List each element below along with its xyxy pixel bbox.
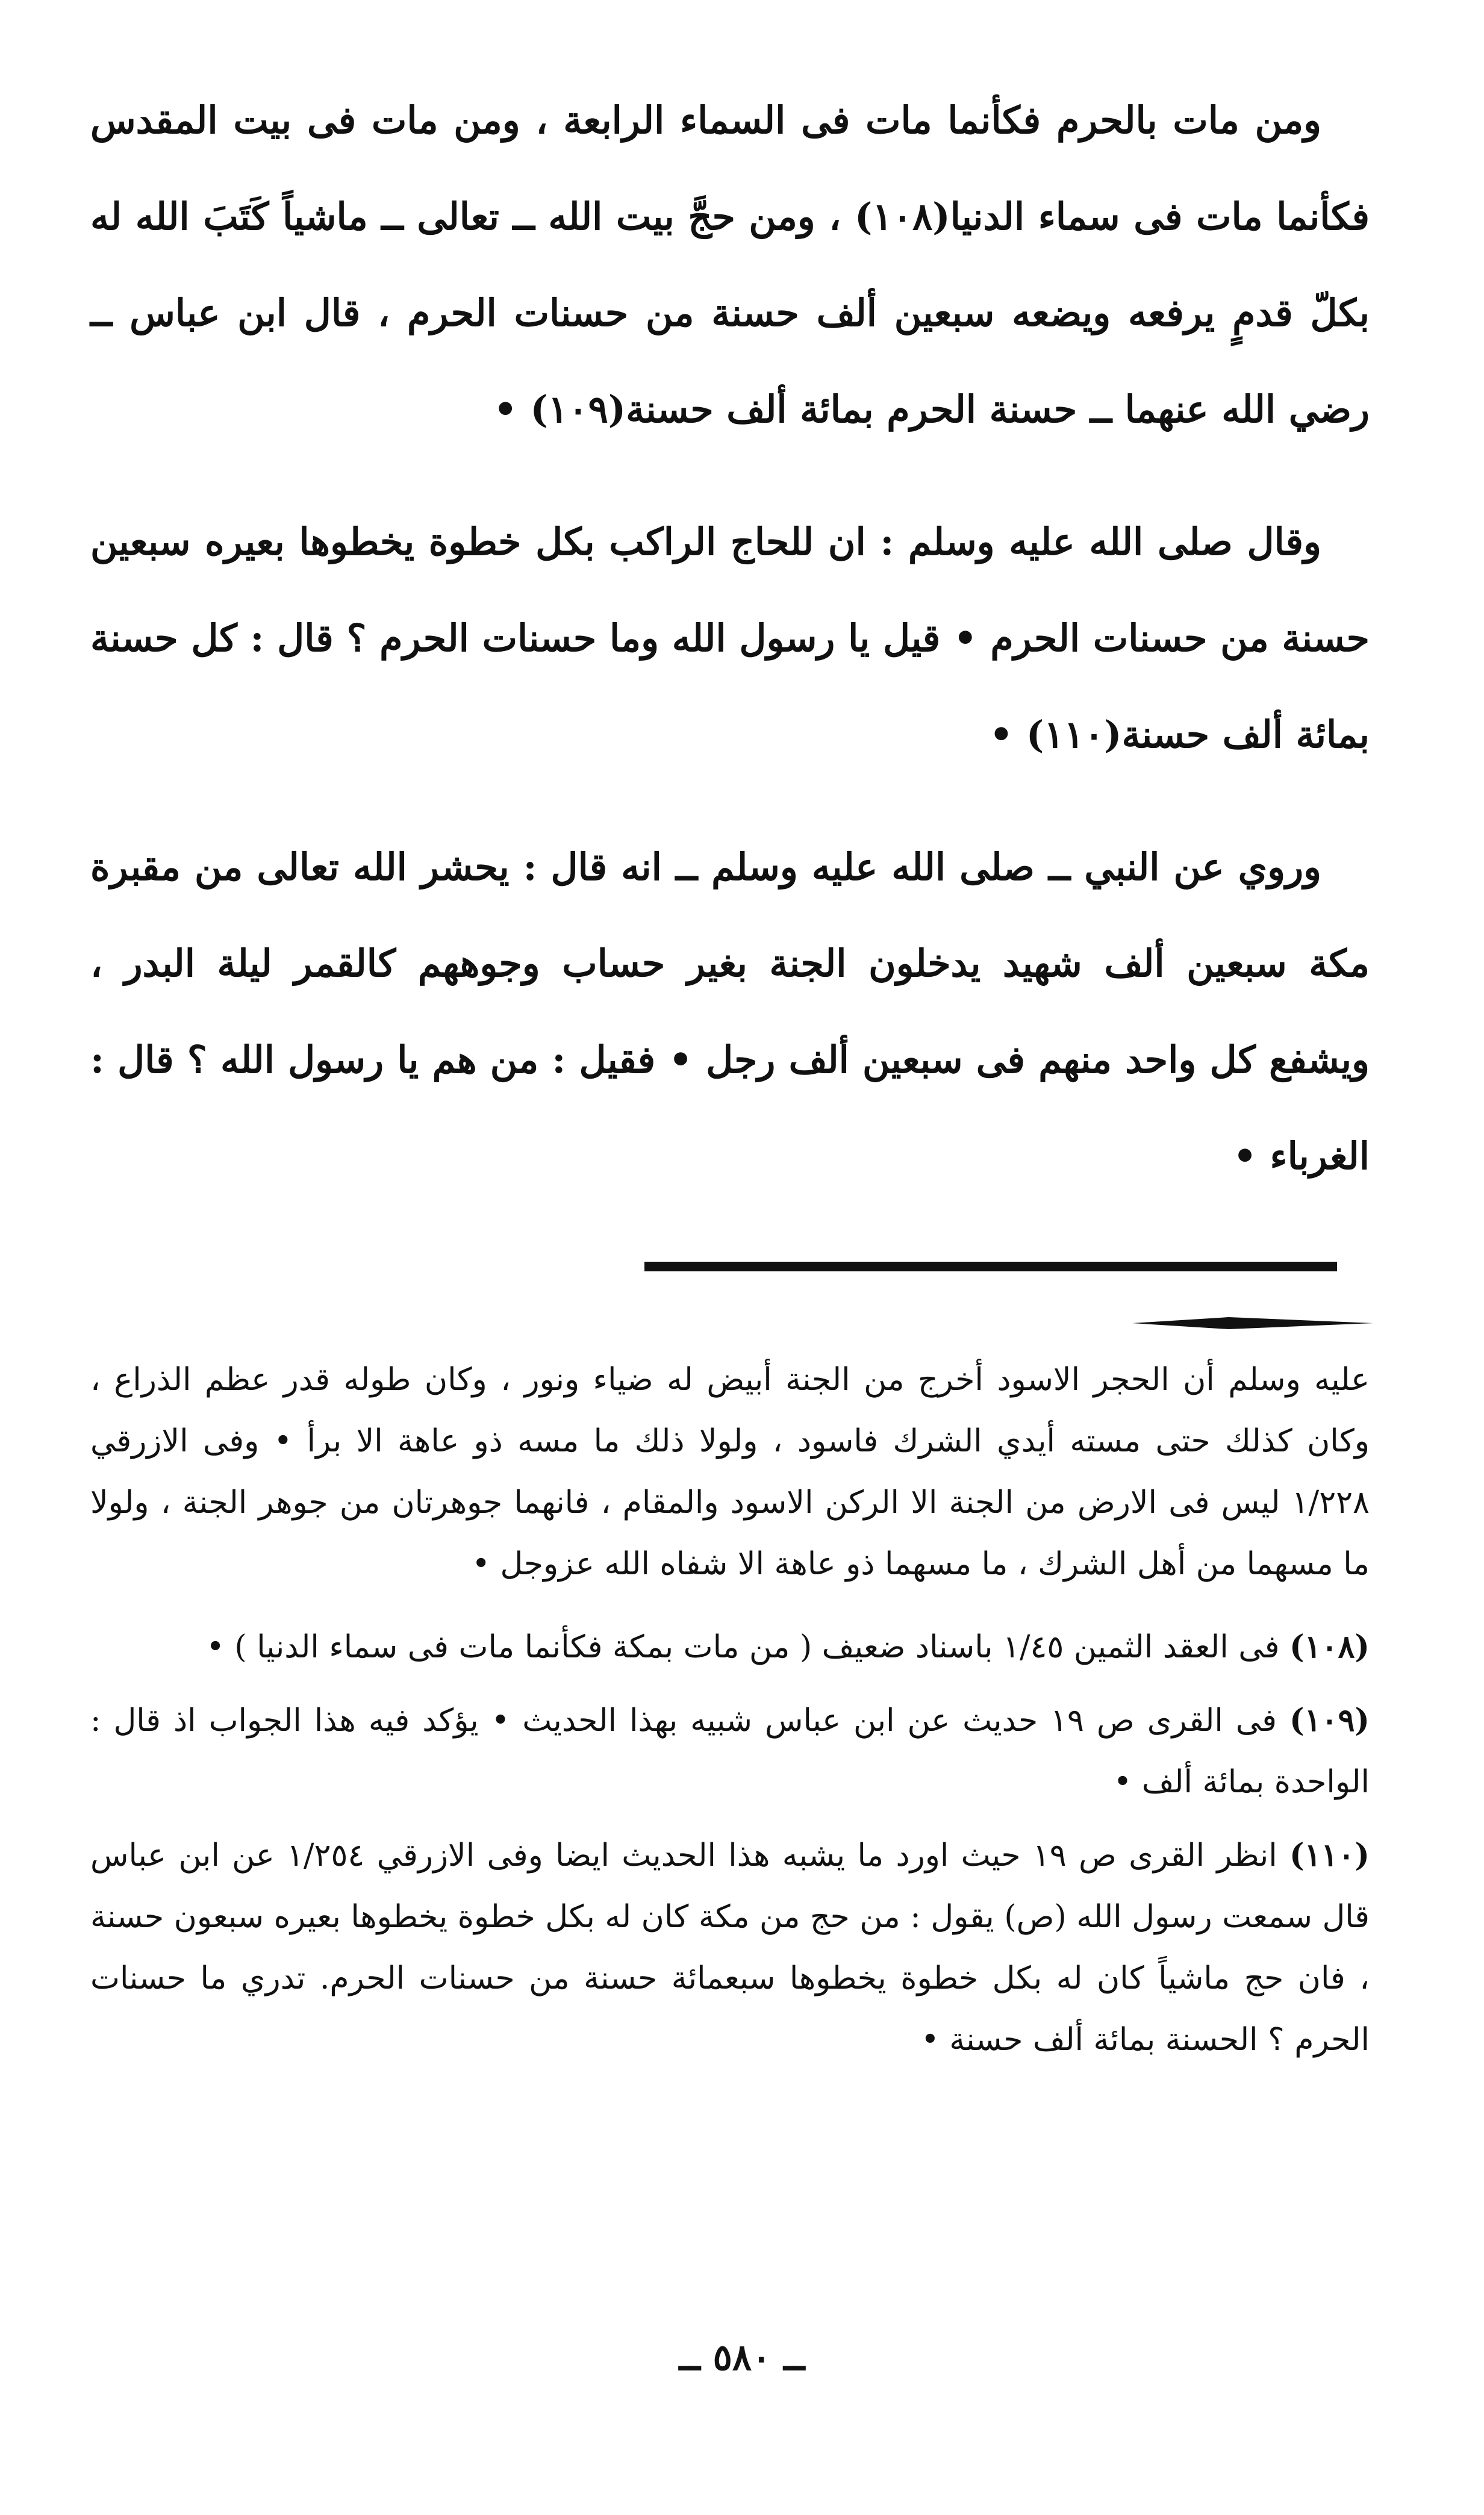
footnote-text: انظر القرى ص ١٩ حيث اورد ما يشبه هذا الحديث ايضا وفى الازرقي ١/٢٥٤ عن ابن عباس قال سمعت رسول الله (ص) يقول : من حج من مكة كان له بكل خطوة يخطوها بعيره سبعون حسنة ، فان حج ماشياً كان له بكل خطوة يخطوها سبعمائة حسنة من حسنات الحرم. تدري ما حسنات الحرم ؟ الحسنة بمائة ألف حسنة • xyxy=(90,1837,1370,2058)
footnote-separator-rule xyxy=(644,1262,1337,1271)
footnote-continuation: عليه وسلم أن الحجر الاسود أخرج من الجنة أبيض له ضياء ونور ، وكان طوله قدر عظم الذراع ، وكان كذلك حتى مسته أيدي الشرك فاسود ، ولولا ذلك ما مسه ذو عاهة الا برأ • وفى الازرقي ١/٢٢٨ ليس فى الارض من الجنة الا الركن الاسود والمقام ، فانهما جوهرتان من جوهر الجنة ، ولولا ما مسهما من أهل الشرك ، ما مسهما ذو عاهة الا شفاه الله عزوجل • xyxy=(90,1362,1370,1582)
main-text-body xyxy=(90,72,1370,1241)
footnote-110 xyxy=(90,1825,1370,2071)
footnote-text: فى القرى ص ١٩ حديث عن ابن عباس شبيه بهذا الحديث • يؤكد فيه هذا الجواب اذ قال : الواحدة بمائة ألف • xyxy=(90,1703,1370,1800)
footnote-number: (١٠٨) xyxy=(1289,1628,1370,1665)
paragraph-3: وروي عن النبي ــ صلى الله عليه وسلم ــ انه قال : يحشر الله تعالى من مقبرة مكة سبعين ألف شهيد يدخلون الجنة بغير حساب وجوههم كالقمر ليلة البدر ، ويشفع كل واحد منهم فى سبعين ألف رجل • فقيل : من هم يا رسول الله ؟ قال : الغرباء • xyxy=(90,845,1370,1178)
footnote-108 xyxy=(90,1616,1370,1678)
page-number: ــ ٥٨٠ ــ xyxy=(679,2337,805,2379)
paragraph-2: وقال صلى الله عليه وسلم : ان للحاج الراكب بكل خطوة يخطوها بعيره سبعين حسنة من حسنات الحرم • قيل يا رسول الله وما حسنات الحرم ؟ قال : كل حسنة بمائة ألف حسنة(١١٠) • xyxy=(90,520,1370,756)
footnote-text: فى العقد الثمين ١/٤٥ باسناد ضعيف ( من مات بمكة فكأنما مات فى سماء الدنيا ) • xyxy=(206,1629,1280,1665)
footnote-number: (١١٠) xyxy=(1289,1837,1370,1874)
footnote-number: (١٠٩) xyxy=(1289,1702,1370,1739)
separator-arrow-ornament xyxy=(1132,1316,1373,1330)
paragraph-1: ومن مات بالحرم فكأنما مات فى السماء الرابعة ، ومن مات فى بيت المقدس فكأنما مات فى سماء الدنيا(١٠٨) ، ومن حجَّ بيت الله ــ تعالى ــ ماشياً كَتَبَ الله له بكلّ قدمٍ يرفعه ويضعه سبعين ألف حسنة من حسنات الحرم ، قال ابن عباس ــ رضي الله عنهما ــ حسنة الحرم بمائة ألف حسنة(١٠٩) • xyxy=(90,98,1370,431)
footnotes-section xyxy=(90,1349,1370,2083)
footnote-109 xyxy=(90,1690,1370,1813)
